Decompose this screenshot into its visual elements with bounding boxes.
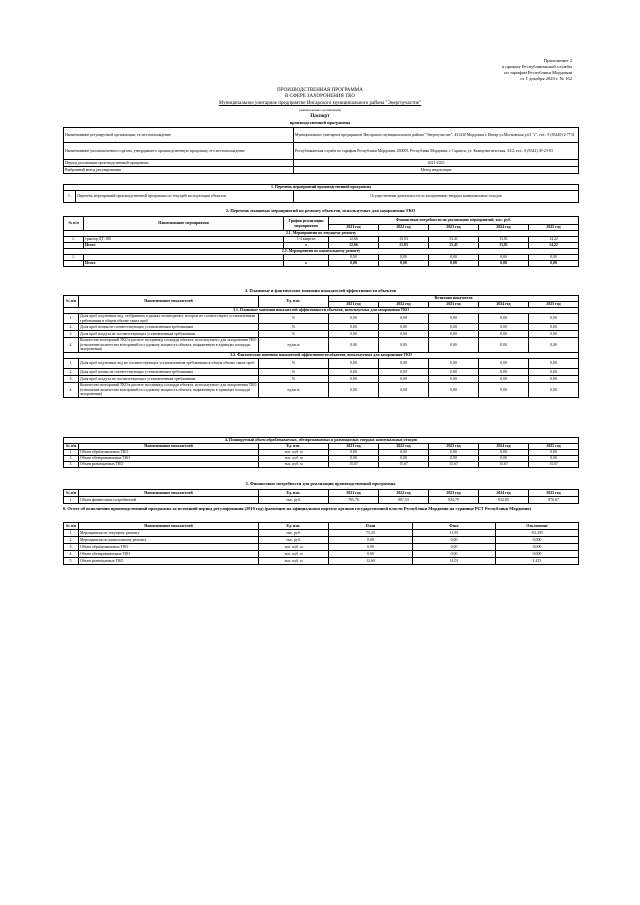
program-title: ПРОИЗВОДСТВЕННАЯ ПРОГРАММА: [277, 88, 363, 93]
column-header: Наименование мероприятия: [84, 217, 284, 231]
year-header: 2025 год: [529, 444, 579, 450]
year-header: 2024 год: [479, 225, 529, 231]
row-value: 0,00: [329, 456, 379, 462]
row-fact: 0,00: [413, 537, 496, 544]
row-unit: тыс. руб.: [259, 530, 329, 537]
row-number: 3.: [64, 376, 79, 383]
row-value: 0,00: [379, 314, 429, 324]
row-value: 15,67: [429, 462, 479, 468]
row-name: Объем обрабатываемых ТКО: [79, 450, 259, 456]
row-value: 0,00: [479, 324, 529, 331]
row-name: Объем обезвреживаемых ТКО: [79, 551, 259, 558]
column-header: Наименование показателей: [79, 296, 259, 308]
row-value: 14,22: [529, 237, 579, 243]
year-header: 2024 год: [479, 302, 529, 308]
passport-label: Период реализации производственной программы: [64, 160, 294, 167]
row-value: 0,00: [379, 359, 429, 369]
row-value: 15,67: [529, 462, 579, 468]
row-number: 2.: [64, 456, 79, 462]
row-number: 4.: [64, 551, 79, 558]
row-value: 0,00: [529, 359, 579, 369]
passport-value: 2021-2025: [294, 160, 579, 167]
row-value: 0,00: [379, 456, 429, 462]
row-value: Осуществление деятельности по захоронению твердых коммунальных отходов: [294, 191, 579, 203]
row-unit: %: [259, 331, 329, 338]
row-value: 924,79: [429, 497, 479, 504]
table-total-row: [64, 261, 579, 267]
row-name: Доля проб воздуха не соответствующих установленным требованиям: [79, 331, 259, 338]
column-header: Факт: [413, 523, 496, 530]
table-row: [64, 537, 579, 544]
row-value: 0,00: [429, 369, 479, 376]
row-value: 0,00: [329, 369, 379, 376]
table-row: [64, 167, 579, 174]
section5-title: 5. Финансовые потребности для реализации производственной программы: [245, 481, 396, 486]
row-number: 1.: [64, 255, 84, 261]
column-header: Наименование показателей: [79, 490, 259, 497]
row-value: 0,00: [329, 324, 379, 331]
column-header: Наименование показателей: [79, 523, 259, 530]
row-name: Количество возгораний ТКО в расчете на единицу площади объекта, используемого для захоронения ТКО (отношение количества возгораний по годовому мощность объекта, выраженную в единицах площади захоронения): [79, 383, 259, 398]
row-unit: тыс. куб. м: [259, 450, 329, 456]
row-unit: %: [259, 369, 329, 376]
table-row: [64, 338, 579, 353]
row-value: 0,00: [329, 376, 379, 383]
row-value: 0,00: [479, 261, 529, 267]
row-unit: тыс. руб.: [259, 537, 329, 544]
row-unit: тыс. руб.: [259, 497, 329, 504]
year-header: 2025 год: [529, 490, 579, 497]
row-value: 0,00: [379, 331, 429, 338]
row-name: Объем обрабатываемых ТКО: [79, 544, 259, 551]
column-header: Финансовые потребности на реализацию мероприятий, тыс. руб.: [329, 217, 579, 225]
row-value: 0,00: [479, 450, 529, 456]
row-plan: 0,00: [329, 544, 413, 551]
row-label: Перечень мероприятий производственной программы по текущей эксплуатации объектов: [76, 191, 294, 203]
table-row: [64, 369, 579, 376]
row-name: Объем финансовых потребностей: [79, 497, 259, 504]
subsection-title: 2.2. Мероприятия по капитальному ремонту: [64, 249, 579, 255]
column-header: Ед. изм.: [259, 490, 329, 497]
row-value: 0,00: [529, 456, 579, 462]
row-value: 0,00: [429, 314, 479, 324]
row-name: Доля проб почвы не соответствующих установленным требованиям: [79, 324, 259, 331]
table-row: [64, 160, 579, 167]
row-value: 0,00: [329, 314, 379, 324]
passport-heading: Паспорт: [310, 114, 330, 119]
row-value: 0,00: [529, 376, 579, 383]
row-name: Количество возгораний ТКО в расчете на единицу площади объекта, используемого для захоронения ТКО (отношение количества возгораний по годовому мощность объекта, выраженную в единицах площади захоронения): [79, 338, 259, 353]
passport-value: Республиканская служба по тарифам Республики Мордовия, 430005, Республика Мордовия, г. Саранск, ул. Коммунистическая, 33/2, тел.: 8 (8342) 39-23-83: [294, 143, 579, 160]
row-value: 0,00: [479, 338, 529, 353]
row-plan: 0,00: [329, 551, 413, 558]
row-name: Доля проб подземных вод не соответствующих установленным требованиям в общем объеме таких проб: [79, 359, 259, 369]
row-value: 0,00: [379, 383, 429, 398]
passport-value: Метод индексации: [294, 167, 579, 174]
row-value: 15,67: [379, 462, 429, 468]
row-name: трактор ДТ-100: [84, 237, 284, 243]
year-header: 2021 год: [329, 444, 379, 450]
row-name: Объем размещаемых ТКО: [79, 462, 259, 468]
table-row: [64, 497, 579, 504]
row-value: 807,53: [379, 497, 429, 504]
row-unit: %: [259, 324, 329, 331]
row-name: Объем обезвреживаемых ТКО: [79, 456, 259, 462]
row-value: 0,00: [429, 331, 479, 338]
row-unit: ед/кв.м: [259, 383, 329, 398]
row-unit: %: [259, 376, 329, 383]
row-number: 3.: [64, 544, 79, 551]
passport-label: Выбранный метод регулирования: [64, 167, 294, 174]
row-value: 0,00: [479, 456, 529, 462]
row-deviation: 0,000: [496, 551, 579, 558]
row-value: 0,00: [429, 255, 479, 261]
year-header: 2024 год: [479, 444, 529, 450]
row-value: 0,00: [479, 314, 529, 324]
row-value: 0,00: [529, 255, 579, 261]
column-header: № п/п: [64, 444, 79, 450]
row-value: 0,00: [429, 338, 479, 353]
row-unit: %: [259, 359, 329, 369]
row-number: 2.: [64, 537, 79, 544]
row-value: 0,00: [379, 255, 429, 261]
row-value: 0,00: [429, 359, 479, 369]
row-value: 0,00: [329, 359, 379, 369]
passport-value: Муниципальное унитарное предприятие Инсарского муниципального района "Энергоучастие", 431430 Мордовия г. Инсар ул.Московская д.61 "г", тел.: 8 (83449) 2-7731: [294, 128, 579, 143]
row-unit: %: [259, 314, 329, 324]
passport-table: [63, 127, 579, 174]
column-header: № п/п: [64, 523, 79, 530]
section6-title: 6. Отчет об исполнении производственной программы за истекший период регулирования (2019 год) (размещен на официальном портале органов государственной власти Республики Мордовия на странице РСТ Республики Мордовия): [63, 506, 531, 511]
row-value: 15,67: [329, 462, 379, 468]
row-value: 0,00: [429, 261, 479, 267]
table-row: [64, 530, 579, 537]
row-value: 0,00: [379, 450, 429, 456]
row-number: 1.: [64, 530, 79, 537]
row-value: 13,81: [479, 237, 529, 243]
row-value: 13,41: [429, 243, 479, 249]
row-number: 1.: [64, 450, 79, 456]
table-header-row: [64, 490, 579, 497]
row-value: 13,41: [429, 237, 479, 243]
row-name: Объем размещаемых ТКО: [79, 558, 259, 565]
row-value: 0,00: [329, 331, 379, 338]
row-fact: 0,00: [413, 544, 496, 551]
row-value: 12,66: [329, 237, 379, 243]
row-number: 2.: [64, 369, 79, 376]
passport-label: Наименование регулируемой организации, ее местонахождение: [64, 128, 294, 143]
row-number: 3.: [64, 462, 79, 468]
table-row: [64, 376, 579, 383]
row-name: Доля проб почвы не соответствующих установленным требованиям: [79, 369, 259, 376]
year-header: 2022 год: [379, 302, 429, 308]
appendix-line: к приказу Республиканской службы: [501, 64, 572, 69]
row-value: 976,67: [529, 497, 579, 504]
table-header-row: [64, 217, 579, 225]
row-value: 0,00: [479, 359, 529, 369]
row-value: 0,00: [329, 450, 379, 456]
table-row: [64, 551, 579, 558]
row-value: 0,00: [479, 376, 529, 383]
row-value: 0,00: [429, 376, 479, 383]
row-value: 0,00: [479, 369, 529, 376]
row-plan: 75,35: [329, 530, 413, 537]
row-value: 0,00: [429, 456, 479, 462]
row-value: 13,81: [479, 243, 529, 249]
year-header: 2022 год: [379, 444, 429, 450]
appendix-note: [502, 58, 572, 82]
section4-table: [63, 437, 579, 468]
row-number: 1.: [64, 314, 79, 324]
section2-table: [63, 216, 579, 267]
row-deviation: 1,413: [496, 558, 579, 565]
table-row: [64, 544, 579, 551]
row-number: 1.: [64, 191, 76, 203]
row-schedule: х: [284, 261, 329, 267]
subsection-title: 3.2. Фактические значения показателей эффективности объектов, используемых для захоронения ТКО: [64, 353, 579, 359]
row-value: 0,00: [479, 383, 529, 398]
row-unit: тыс. куб. м: [259, 544, 329, 551]
table-row: [64, 331, 579, 338]
year-header: 2023 год: [429, 444, 479, 450]
row-value: 0,00: [329, 383, 379, 398]
row-number: 1.: [64, 359, 79, 369]
subsection-title: 3.1. Плановые значения показателей эффективности объектов, используемых для захоронения ТКО: [64, 308, 579, 314]
row-value: 0,00: [529, 331, 579, 338]
table-row: [64, 359, 579, 369]
table-row: [64, 314, 579, 324]
section4-title: 4. Планируемый объем обрабатываемых, обезвреживаемых и размещаемых твердых коммунальных отходов: [64, 438, 579, 444]
row-value: 0,00: [379, 369, 429, 376]
table-row: [64, 462, 579, 468]
year-header: 2021 год: [329, 225, 379, 231]
row-value: 0,00: [529, 338, 579, 353]
year-header: 2023 год: [429, 490, 479, 497]
year-header: 2022 год: [379, 225, 429, 231]
row-unit: тыс. куб. м: [259, 558, 329, 565]
year-header: 2021 год: [329, 490, 379, 497]
year-header: 2021 год: [329, 302, 379, 308]
table-row: [64, 383, 579, 398]
row-value: 952,85: [479, 497, 529, 504]
row-value: 13,03: [379, 243, 429, 249]
table-row: [64, 191, 579, 203]
row-unit: тыс. куб. м: [259, 462, 329, 468]
row-number: 2.: [64, 324, 79, 331]
section1-title: 1. Перечень мероприятий производственной программы: [64, 185, 579, 191]
row-value: 0,00: [429, 383, 479, 398]
row-value: 0,00: [529, 314, 579, 324]
row-deviation: 0,000: [496, 544, 579, 551]
column-header: Ед. изм.: [259, 296, 329, 308]
program-subtitle: В СФЕРЕ ЗАХОРОНЕНИЯ ТКО: [285, 94, 355, 99]
row-value: 0,00: [429, 450, 479, 456]
year-header: 2024 год: [479, 490, 529, 497]
year-header: 2025 год: [529, 302, 579, 308]
section2-title: 2. Перечень плановых мероприятий по ремонту объектов, используемых для захоронения ТКО: [225, 208, 416, 213]
column-header: График реализации мероприятия: [284, 217, 329, 231]
row-schedule: 1-4 квартал: [284, 237, 329, 243]
row-name: Доля проб подземных вод, отобранных в рамках мониторинга, которые не соответствуют установленным требованиям в общем объеме таких проб: [79, 314, 259, 324]
row-value: 0,00: [379, 324, 429, 331]
organization-name: Муниципальное унитарное предприятие Инсарского муниципального района "Энергоучастие": [218, 101, 422, 106]
row-fact: 0,00: [413, 551, 496, 558]
column-header: Величина показателя: [329, 296, 579, 302]
column-header: № п/п: [64, 490, 79, 497]
year-header: 2025 год: [529, 225, 579, 231]
row-fact: 14,01: [413, 558, 496, 565]
row-value: 0,00: [479, 331, 529, 338]
row-name: Итого: [84, 243, 284, 249]
row-value: 12,66: [329, 243, 379, 249]
appendix-line: Приложение 2: [543, 58, 572, 63]
row-value: 0,00: [379, 338, 429, 353]
column-header: Отклонение: [496, 523, 579, 530]
row-value: 0,00: [329, 338, 379, 353]
row-value: 0,00: [479, 255, 529, 261]
passport-subheading: производственной программы: [289, 120, 351, 125]
row-plan: 12,60: [329, 558, 413, 565]
column-header: План: [329, 523, 413, 530]
row-name: Итого: [84, 261, 284, 267]
row-number: 1.: [64, 497, 79, 504]
column-header: Ед. изм.: [259, 523, 329, 530]
appendix-line: по тарифам Республики Мордовия: [504, 70, 572, 75]
row-number: 3.: [64, 331, 79, 338]
table-row: [64, 324, 579, 331]
year-header: 2023 год: [429, 225, 479, 231]
subsection-title: 2.1. Мероприятия по текущему ремонту: [64, 231, 579, 237]
row-unit: тыс. куб. м: [259, 551, 329, 558]
table-header-row: [64, 523, 579, 530]
row-value: 0,00: [379, 261, 429, 267]
row-value: 0,00: [529, 324, 579, 331]
row-value: 0,00: [529, 383, 579, 398]
row-value: 14,22: [529, 243, 579, 249]
year-header: 2023 год: [429, 302, 479, 308]
row-number: 5.: [64, 558, 79, 565]
row-value: 0,00: [329, 261, 379, 267]
organization-caption: (наименование организации): [299, 108, 341, 112]
table-row: [64, 143, 579, 160]
row-deviation: -63,395: [496, 530, 579, 537]
row-deviation: 0,000: [496, 537, 579, 544]
passport-label: Наименование уполномоченного органа, утвердившего производственную программу, его местонахождение: [64, 143, 294, 160]
row-value: 765,76: [329, 497, 379, 504]
column-header: Наименование показателей: [79, 444, 259, 450]
row-fact: 11,95: [413, 530, 496, 537]
row-value: 0,00: [329, 255, 379, 261]
row-value: 0,00: [529, 369, 579, 376]
row-number: 4.: [64, 383, 79, 398]
section6-table: [63, 522, 579, 565]
column-header: № п/п: [64, 296, 79, 308]
year-header: 2022 год: [379, 490, 429, 497]
row-plan: 0,00: [329, 537, 413, 544]
row-name: Доля проб воздуха не соответствующих установленным требованиям: [79, 376, 259, 383]
row-name: Мероприятия по текущему ремонту: [79, 530, 259, 537]
row-value: 0,00: [529, 261, 579, 267]
section5-table: [63, 489, 579, 504]
column-header: № п/п: [64, 217, 84, 231]
row-number: 1.: [64, 237, 84, 243]
row-unit: тыс. куб. м: [259, 456, 329, 462]
row-number: 4.: [64, 338, 79, 353]
row-unit: ед/кв.м: [259, 338, 329, 353]
section3-table: [63, 295, 579, 398]
table-row: [64, 128, 579, 143]
column-header: Ед. изм.: [259, 444, 329, 450]
table-row: [64, 558, 579, 565]
row-schedule: х: [284, 243, 329, 249]
appendix-line: от 1 декабря 2020 г. № 162: [520, 76, 572, 81]
row-value: 13,03: [379, 237, 429, 243]
section1-table: [63, 184, 579, 203]
row-name: Мероприятия по капитальному ремонту: [79, 537, 259, 544]
row-value: 0,00: [379, 376, 429, 383]
row-value: 0,00: [429, 324, 479, 331]
row-value: 0,00: [529, 450, 579, 456]
section3-title: 3. Плановые и фактические значения показателей эффективности объектов: [245, 288, 396, 293]
row-value: 15,67: [479, 462, 529, 468]
